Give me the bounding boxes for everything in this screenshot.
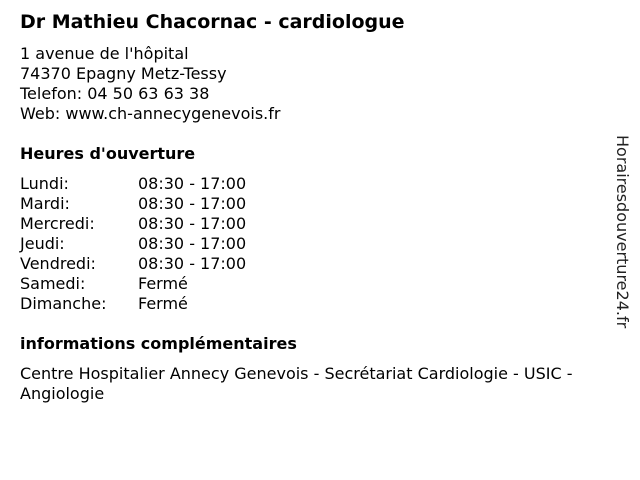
additional-info-text: Centre Hospitalier Annecy Genevois - Secrétariat Cardiologie - USIC - Angiologie: [20, 364, 573, 403]
hours-day: Samedi:: [20, 274, 86, 293]
additional-info-heading: informations complémentaires: [20, 334, 297, 353]
opening-hours-table: [20, 174, 246, 314]
website-link[interactable]: Web: www.ch-annecygenevois.fr: [20, 104, 281, 123]
hours-day: Vendredi:: [20, 254, 96, 273]
hours-time: 08:30 - 17:00: [138, 234, 247, 253]
hours-row-saturday: [20, 274, 246, 294]
hours-day: Lundi:: [20, 174, 69, 193]
hours-time: Fermé: [138, 274, 188, 293]
hours-time: 08:30 - 17:00: [138, 174, 247, 193]
watermark-text: Horairesdouverture24.fr: [613, 135, 632, 329]
hours-time: 08:30 - 17:00: [138, 214, 247, 233]
hours-row-thursday: [20, 234, 246, 254]
hours-row-sunday: [20, 294, 246, 314]
hours-row-friday: [20, 254, 246, 274]
hours-time: 08:30 - 17:00: [138, 254, 247, 273]
hours-day: Mardi:: [20, 194, 70, 213]
hours-time: Fermé: [138, 294, 188, 313]
site-watermark: [610, 135, 634, 345]
address-line-street: 1 avenue de l'hôpital: [20, 44, 189, 63]
hours-day: Dimanche:: [20, 294, 107, 313]
address-line-city: 74370 Epagny Metz-Tessy: [20, 64, 227, 83]
contact-block: [20, 44, 280, 124]
hours-time: 08:30 - 17:00: [138, 194, 247, 213]
hours-row-wednesday: [20, 214, 246, 234]
hours-day: Jeudi:: [20, 234, 65, 253]
page-title: Dr Mathieu Chacornac - cardiologue: [20, 11, 405, 33]
hours-row-monday: [20, 174, 246, 194]
opening-hours-heading: Heures d'ouverture: [20, 144, 196, 163]
hours-day: Mercredi:: [20, 214, 95, 233]
hours-row-tuesday: [20, 194, 246, 214]
phone-number[interactable]: Telefon: 04 50 63 63 38: [20, 84, 210, 103]
